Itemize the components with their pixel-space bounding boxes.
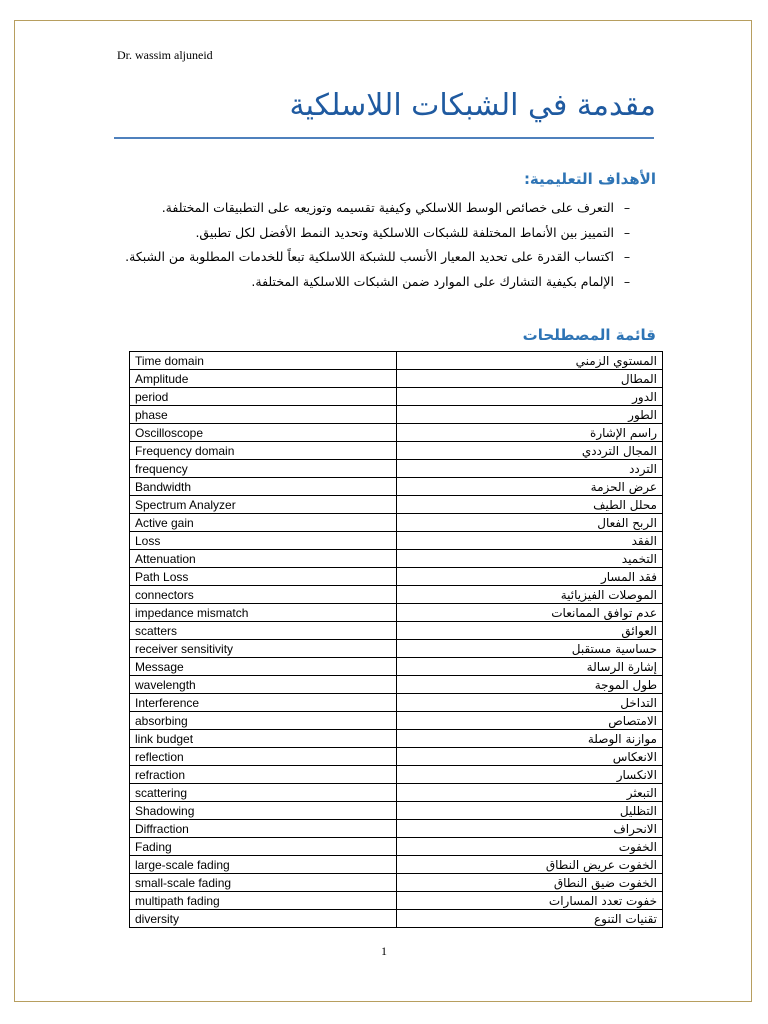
- bullet-dash: –: [623, 200, 631, 215]
- table-row: [130, 658, 663, 676]
- term-arabic: عرض الحزمة: [397, 478, 663, 496]
- term-arabic: التبعثر: [397, 784, 663, 802]
- table-row: [130, 568, 663, 586]
- objectives-heading: الأهداف التعليمية:: [523, 170, 656, 188]
- term-arabic: الانحراف: [397, 820, 663, 838]
- objective-text: اكتساب القدرة على تحديد المعيار الأنسب للشبكة اللاسلكية تبعاً للخدمات المطلوبة من الشبكة.: [125, 249, 614, 264]
- term-english: scatters: [130, 622, 397, 640]
- term-english: phase: [130, 406, 397, 424]
- objective-text: التعرف على خصائص الوسط اللاسلكي وكيفية تقسيمه وتوزيعه على التطبيقات المختلفة.: [161, 200, 614, 215]
- term-arabic: راسم الإشارة: [397, 424, 663, 442]
- term-arabic: الخفوت: [397, 838, 663, 856]
- term-arabic: تقنيات التنوع: [397, 910, 663, 928]
- table-row: [130, 442, 663, 460]
- table-row: [130, 892, 663, 910]
- objective-text: التمييز بين الأنماط المختلفة للشبكات اللاسلكية وتحديد النمط الأفضل لكل تطبيق.: [195, 224, 614, 240]
- term-english: Spectrum Analyzer: [130, 496, 397, 514]
- term-english: Frequency domain: [130, 442, 397, 460]
- table-row: [130, 766, 663, 784]
- table-row: [130, 586, 663, 604]
- objective-item: [120, 196, 640, 221]
- table-row: [130, 820, 663, 838]
- term-english: multipath fading: [130, 892, 397, 910]
- term-english: Bandwidth: [130, 478, 397, 496]
- table-row: [130, 784, 663, 802]
- term-arabic: التظليل: [397, 802, 663, 820]
- term-arabic: المطال: [397, 370, 663, 388]
- objective-item: [120, 221, 640, 246]
- term-arabic: الامتصاص: [397, 712, 663, 730]
- glossary-table: [129, 351, 663, 928]
- bullet-dash: –: [623, 273, 631, 289]
- table-row: [130, 640, 663, 658]
- table-row: [130, 514, 663, 532]
- table-row: [130, 838, 663, 856]
- table-row: [130, 460, 663, 478]
- table-row: [130, 388, 663, 406]
- table-row: [130, 604, 663, 622]
- term-english: period: [130, 388, 397, 406]
- term-english: large-scale fading: [130, 856, 397, 874]
- term-arabic: الانكسار: [397, 766, 663, 784]
- term-english: Path Loss: [130, 568, 397, 586]
- term-english: connectors: [130, 586, 397, 604]
- table-row: [130, 694, 663, 712]
- table-row: [130, 550, 663, 568]
- table-row: [130, 748, 663, 766]
- table-row: [130, 712, 663, 730]
- term-arabic: محلل الطيف: [397, 496, 663, 514]
- term-arabic: الموصلات الفيزيائية: [397, 586, 663, 604]
- term-english: link budget: [130, 730, 397, 748]
- table-row: [130, 532, 663, 550]
- term-english: Shadowing: [130, 802, 397, 820]
- term-arabic: حساسية مستقبل: [397, 640, 663, 658]
- term-arabic: فقد المسار: [397, 568, 663, 586]
- term-arabic: الدور: [397, 388, 663, 406]
- table-row: [130, 874, 663, 892]
- term-english: Fading: [130, 838, 397, 856]
- term-english: small-scale fading: [130, 874, 397, 892]
- term-english: receiver sensitivity: [130, 640, 397, 658]
- page-title: مقدمة في الشبكات اللاسلكية: [289, 88, 656, 123]
- term-arabic: عدم توافق الممانعات: [397, 604, 663, 622]
- term-english: Time domain: [130, 352, 397, 370]
- objective-item: [120, 270, 640, 295]
- table-row: [130, 406, 663, 424]
- table-row: [130, 856, 663, 874]
- term-english: Message: [130, 658, 397, 676]
- title-underline: [114, 137, 654, 139]
- term-english: reflection: [130, 748, 397, 766]
- term-arabic: المجال الترددي: [397, 442, 663, 460]
- term-arabic: الربح الفعال: [397, 514, 663, 532]
- term-english: scattering: [130, 784, 397, 802]
- term-english: diversity: [130, 910, 397, 928]
- term-english: Active gain: [130, 514, 397, 532]
- table-row: [130, 478, 663, 496]
- term-english: Amplitude: [130, 370, 397, 388]
- term-arabic: إشارة الرسالة: [397, 658, 663, 676]
- table-row: [130, 802, 663, 820]
- table-row: [130, 370, 663, 388]
- term-english: Diffraction: [130, 820, 397, 838]
- term-english: Oscilloscope: [130, 424, 397, 442]
- term-english: wavelength: [130, 676, 397, 694]
- table-row: [130, 622, 663, 640]
- author-header: Dr. wassim aljuneid: [117, 48, 213, 62]
- table-row: [130, 496, 663, 514]
- bullet-dash: –: [623, 249, 631, 264]
- term-english: absorbing: [130, 712, 397, 730]
- term-english: Interference: [130, 694, 397, 712]
- term-arabic: الانعكاس: [397, 748, 663, 766]
- page-number: 1: [381, 944, 387, 958]
- term-arabic: خفوت تعدد المسارات: [397, 892, 663, 910]
- bullet-dash: –: [623, 224, 631, 240]
- term-arabic: الخفوت ضيق النطاق: [397, 874, 663, 892]
- term-arabic: المستوي الزمني: [397, 352, 663, 370]
- term-english: refraction: [130, 766, 397, 784]
- table-row: [130, 352, 663, 370]
- term-english: impedance mismatch: [130, 604, 397, 622]
- term-arabic: التخميد: [397, 550, 663, 568]
- term-arabic: الخفوت عريض النطاق: [397, 856, 663, 874]
- term-arabic: التداخل: [397, 694, 663, 712]
- table-row: [130, 676, 663, 694]
- term-english: Loss: [130, 532, 397, 550]
- table-row: [130, 730, 663, 748]
- objective-item: [120, 245, 640, 270]
- term-arabic: الطور: [397, 406, 663, 424]
- table-row: [130, 424, 663, 442]
- glossary-heading: قائمة المصطلحات: [522, 326, 656, 344]
- term-arabic: العوائق: [397, 622, 663, 640]
- objectives-list: [120, 196, 640, 294]
- term-arabic: موازنة الوصلة: [397, 730, 663, 748]
- term-english: Attenuation: [130, 550, 397, 568]
- term-arabic: الفقد: [397, 532, 663, 550]
- term-arabic: طول الموجة: [397, 676, 663, 694]
- table-row: [130, 910, 663, 928]
- term-arabic: التردد: [397, 460, 663, 478]
- term-english: frequency: [130, 460, 397, 478]
- objective-text: الإلمام بكيفية التشارك على الموارد ضمن الشبكات اللاسلكية المختلفة.: [251, 273, 614, 289]
